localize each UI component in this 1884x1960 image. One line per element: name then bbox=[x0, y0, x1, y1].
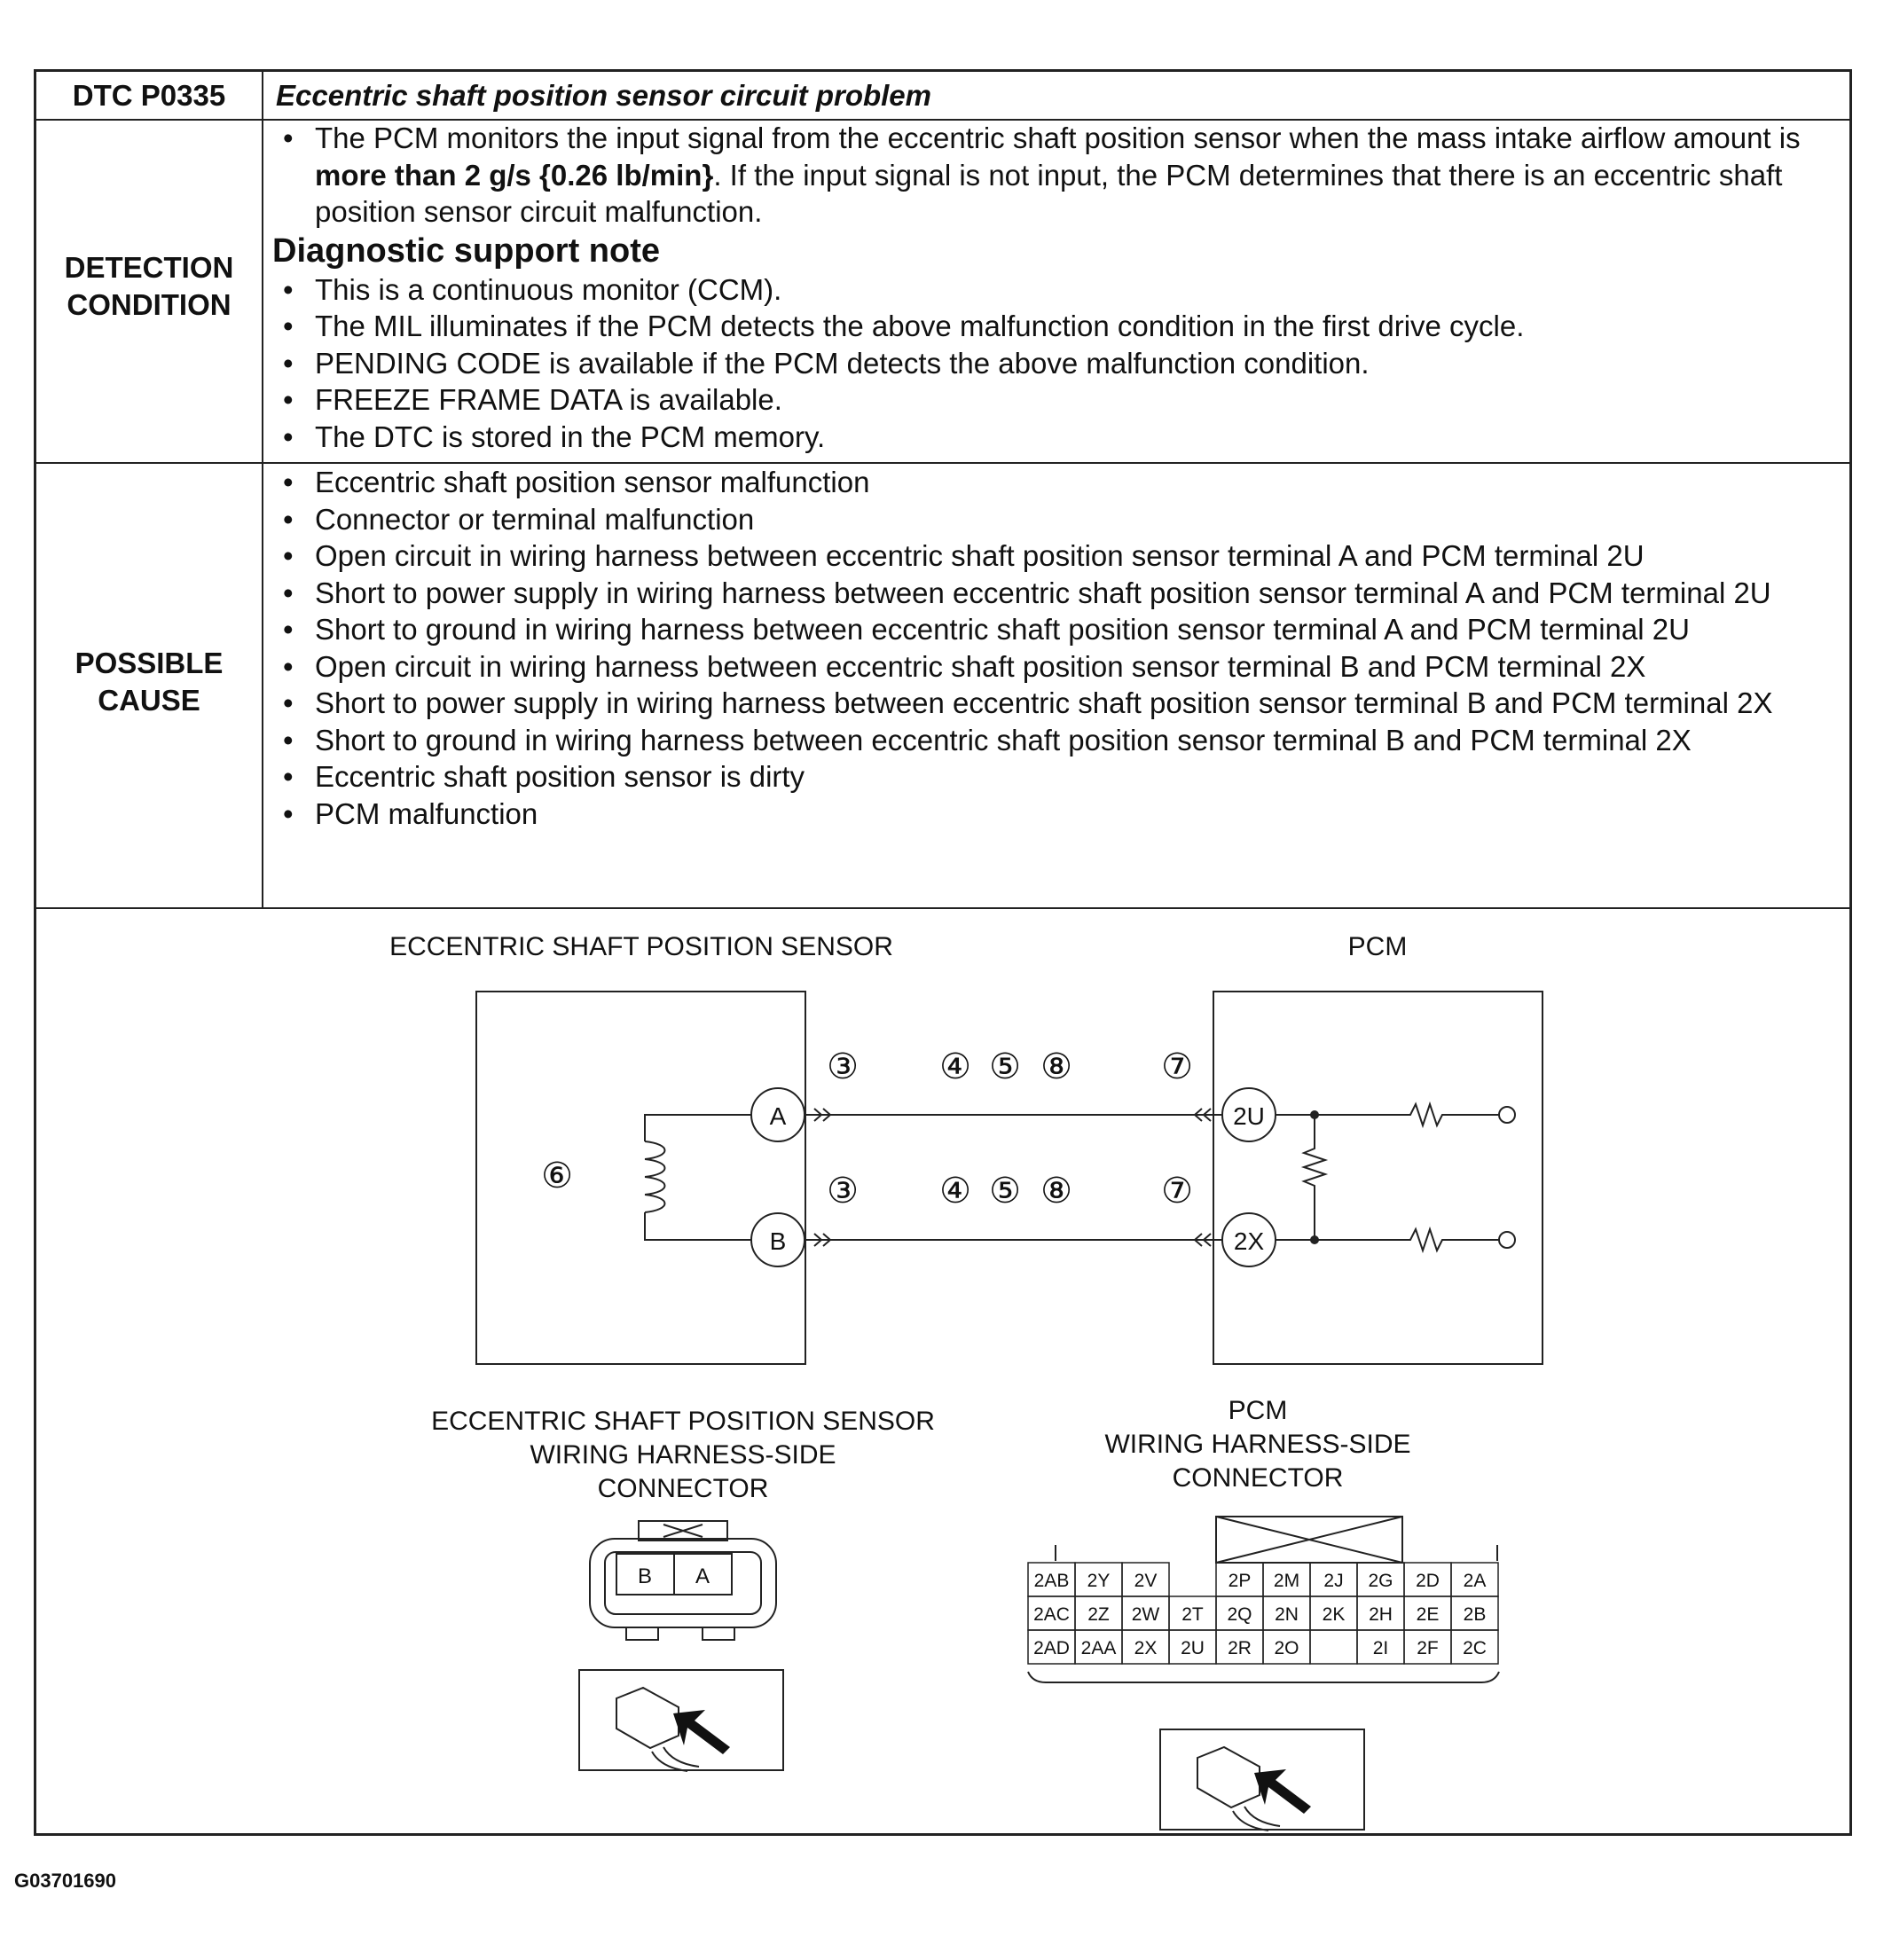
pcm-resistor-a bbox=[1276, 1104, 1499, 1125]
note-item: • The DTC is stored in the PCM memory. bbox=[271, 419, 1841, 456]
marker-3: ③ bbox=[827, 1172, 859, 1211]
pcm-resistor-b bbox=[1276, 1229, 1499, 1250]
pcm-title: PCM bbox=[1347, 932, 1408, 961]
pcm-output-a bbox=[1499, 1107, 1515, 1123]
pcm-connector-title: CONNECTOR bbox=[1172, 1463, 1344, 1493]
sensor-connector-title: WIRING HARNESS-SIDE bbox=[530, 1440, 836, 1470]
pcm-pin-label: 2Q bbox=[1227, 1604, 1252, 1625]
pcm-pin-label: 2R bbox=[1228, 1638, 1252, 1658]
pcm-pin-label: 2Y bbox=[1087, 1571, 1111, 1591]
pcm-pin-label: 2E bbox=[1416, 1604, 1440, 1625]
note-item: • FREEZE FRAME DATA is available. bbox=[271, 381, 1841, 419]
pcm-pin-label: 2J bbox=[1323, 1571, 1344, 1591]
cause-item: • Open circuit in wiring harness between eccentric shaft position sensor terminal B and PCM terminal 2X bbox=[271, 648, 1841, 686]
pcm-pin-label: 2N bbox=[1275, 1604, 1299, 1625]
sensor-terminal-a-label: A bbox=[769, 1102, 787, 1130]
figure-id: G03701690 bbox=[14, 1870, 116, 1892]
pcm-pin-label: 2AD bbox=[1033, 1638, 1070, 1658]
junction-dot bbox=[1310, 1235, 1319, 1244]
pcm-box bbox=[1213, 992, 1543, 1364]
pcm-connector-title: WIRING HARNESS-SIDE bbox=[1104, 1430, 1411, 1459]
marker-4: ④ bbox=[939, 1172, 971, 1211]
pcm-pin-label: 2B bbox=[1463, 1604, 1487, 1625]
detection-intro: • The PCM monitors the input signal from the eccentric shaft position sensor when the mass intake airflow amount is more than 2 g/s {0.26 lb/min}. If the input signal is not input, the PCM determines that there is an eccentric shaft position sensor circuit malfunction. bbox=[271, 120, 1841, 231]
pcm-pin-label: 2H bbox=[1369, 1604, 1393, 1625]
sensor-wire-a bbox=[645, 1115, 751, 1141]
pcm-pin-label: 2C bbox=[1463, 1638, 1487, 1658]
pcm-pin-label: 2W bbox=[1131, 1604, 1160, 1625]
sensor-probe-icon bbox=[579, 1670, 783, 1771]
pcm-pin-cell bbox=[1310, 1630, 1357, 1664]
pcm-pin-label: 2M bbox=[1273, 1571, 1300, 1591]
pcm-pin-label: 2P bbox=[1228, 1571, 1252, 1591]
sensor-wire-b bbox=[645, 1212, 751, 1240]
diagnostic-note-heading: Diagnostic support note bbox=[272, 231, 660, 270]
note-item: • This is a continuous monitor (CCM). bbox=[271, 271, 1841, 309]
cause-item: • Short to ground in wiring harness between eccentric shaft position sensor terminal A and PCM terminal 2U bbox=[271, 611, 1841, 648]
marker-8: ⑧ bbox=[1040, 1172, 1072, 1211]
cause-item: • PCM malfunction bbox=[271, 796, 1841, 833]
pcm-pin-label: 2AB bbox=[1033, 1571, 1070, 1591]
sensor-box bbox=[476, 992, 805, 1364]
pcm-output-b bbox=[1499, 1232, 1515, 1248]
sensor-connector bbox=[590, 1521, 776, 1640]
cause-item: • Eccentric shaft position sensor is dirty bbox=[271, 758, 1841, 796]
pcm-pin-label: 2AA bbox=[1080, 1638, 1117, 1658]
pcm-pin-label: 2T bbox=[1181, 1604, 1204, 1625]
cause-item: • Short to power supply in wiring harness between eccentric shaft position sensor terminal B and PCM terminal 2X bbox=[271, 685, 1841, 722]
cause-item: • Connector or terminal malfunction bbox=[271, 501, 1841, 538]
pcm-pin-label: 2U bbox=[1181, 1638, 1205, 1658]
pcm-pin-label: 2I bbox=[1372, 1638, 1389, 1658]
cause-item: • Open circuit in wiring harness between eccentric shaft position sensor terminal A and PCM terminal 2U bbox=[271, 537, 1841, 575]
pcm-bridge-resistor bbox=[1304, 1115, 1325, 1240]
pcm-pin-label: 2F bbox=[1417, 1638, 1439, 1658]
pcm-pin-label: 2D bbox=[1416, 1571, 1440, 1591]
cause-item: • Eccentric shaft position sensor malfunction bbox=[271, 464, 1841, 501]
note-item: • PENDING CODE is available if the PCM detects the above malfunction condition. bbox=[271, 345, 1841, 382]
pcm-pin-label: 2AC bbox=[1033, 1604, 1070, 1625]
pcm-pin-label: 2X bbox=[1134, 1638, 1158, 1658]
marker-5: ⑤ bbox=[989, 1047, 1021, 1086]
sensor-pin-label: B bbox=[637, 1564, 653, 1588]
pcm-connector-title: PCM bbox=[1228, 1396, 1288, 1425]
marker-7: ⑦ bbox=[1161, 1047, 1193, 1086]
coil-icon bbox=[645, 1141, 665, 1212]
detection-condition-label: DETECTION CONDITION bbox=[64, 251, 234, 321]
dtc-code: DTC P0335 bbox=[72, 79, 226, 112]
cause-item: • Short to power supply in wiring harness between eccentric shaft position sensor terminal A and PCM terminal 2U bbox=[271, 575, 1841, 612]
marker-7: ⑦ bbox=[1161, 1172, 1193, 1211]
possible-cause-label: POSSIBLE CAUSE bbox=[75, 647, 224, 717]
sensor-connector-title: ECCENTRIC SHAFT POSITION SENSOR bbox=[431, 1407, 935, 1436]
pcm-pin-label: 2V bbox=[1134, 1571, 1158, 1591]
pcm-probe-icon bbox=[1160, 1729, 1364, 1831]
sensor-title: ECCENTRIC SHAFT POSITION SENSOR bbox=[389, 932, 893, 961]
pcm-pin-label: 2Z bbox=[1087, 1604, 1110, 1625]
pcm-pin-label: 2A bbox=[1463, 1571, 1487, 1591]
cause-item: • Short to ground in wiring harness between eccentric shaft position sensor terminal B and PCM terminal 2X bbox=[271, 722, 1841, 759]
note-item: • The MIL illuminates if the PCM detects the above malfunction condition in the first drive cycle. bbox=[271, 308, 1841, 345]
pcm-pin-label: 2K bbox=[1322, 1604, 1346, 1625]
pcm-pin-grid bbox=[1028, 1563, 1498, 1664]
marker-3: ③ bbox=[827, 1047, 859, 1086]
marker-8: ⑧ bbox=[1040, 1047, 1072, 1086]
marker-5: ⑤ bbox=[989, 1172, 1021, 1211]
pcm-pin-label: 2O bbox=[1274, 1638, 1299, 1658]
marker-6: ⑥ bbox=[541, 1156, 573, 1196]
pcm-terminal-2u-label: 2U bbox=[1233, 1102, 1265, 1130]
sensor-connector-title: CONNECTOR bbox=[597, 1474, 769, 1503]
dtc-description: Eccentric shaft position sensor circuit problem bbox=[276, 79, 932, 112]
marker-4: ④ bbox=[939, 1047, 971, 1086]
sensor-terminal-b-label: B bbox=[769, 1227, 787, 1255]
pcm-pin-label: 2G bbox=[1368, 1571, 1393, 1591]
sensor-pin-label: A bbox=[695, 1564, 710, 1588]
pcm-terminal-2x-label: 2X bbox=[1233, 1227, 1265, 1255]
junction-dot bbox=[1310, 1110, 1319, 1119]
